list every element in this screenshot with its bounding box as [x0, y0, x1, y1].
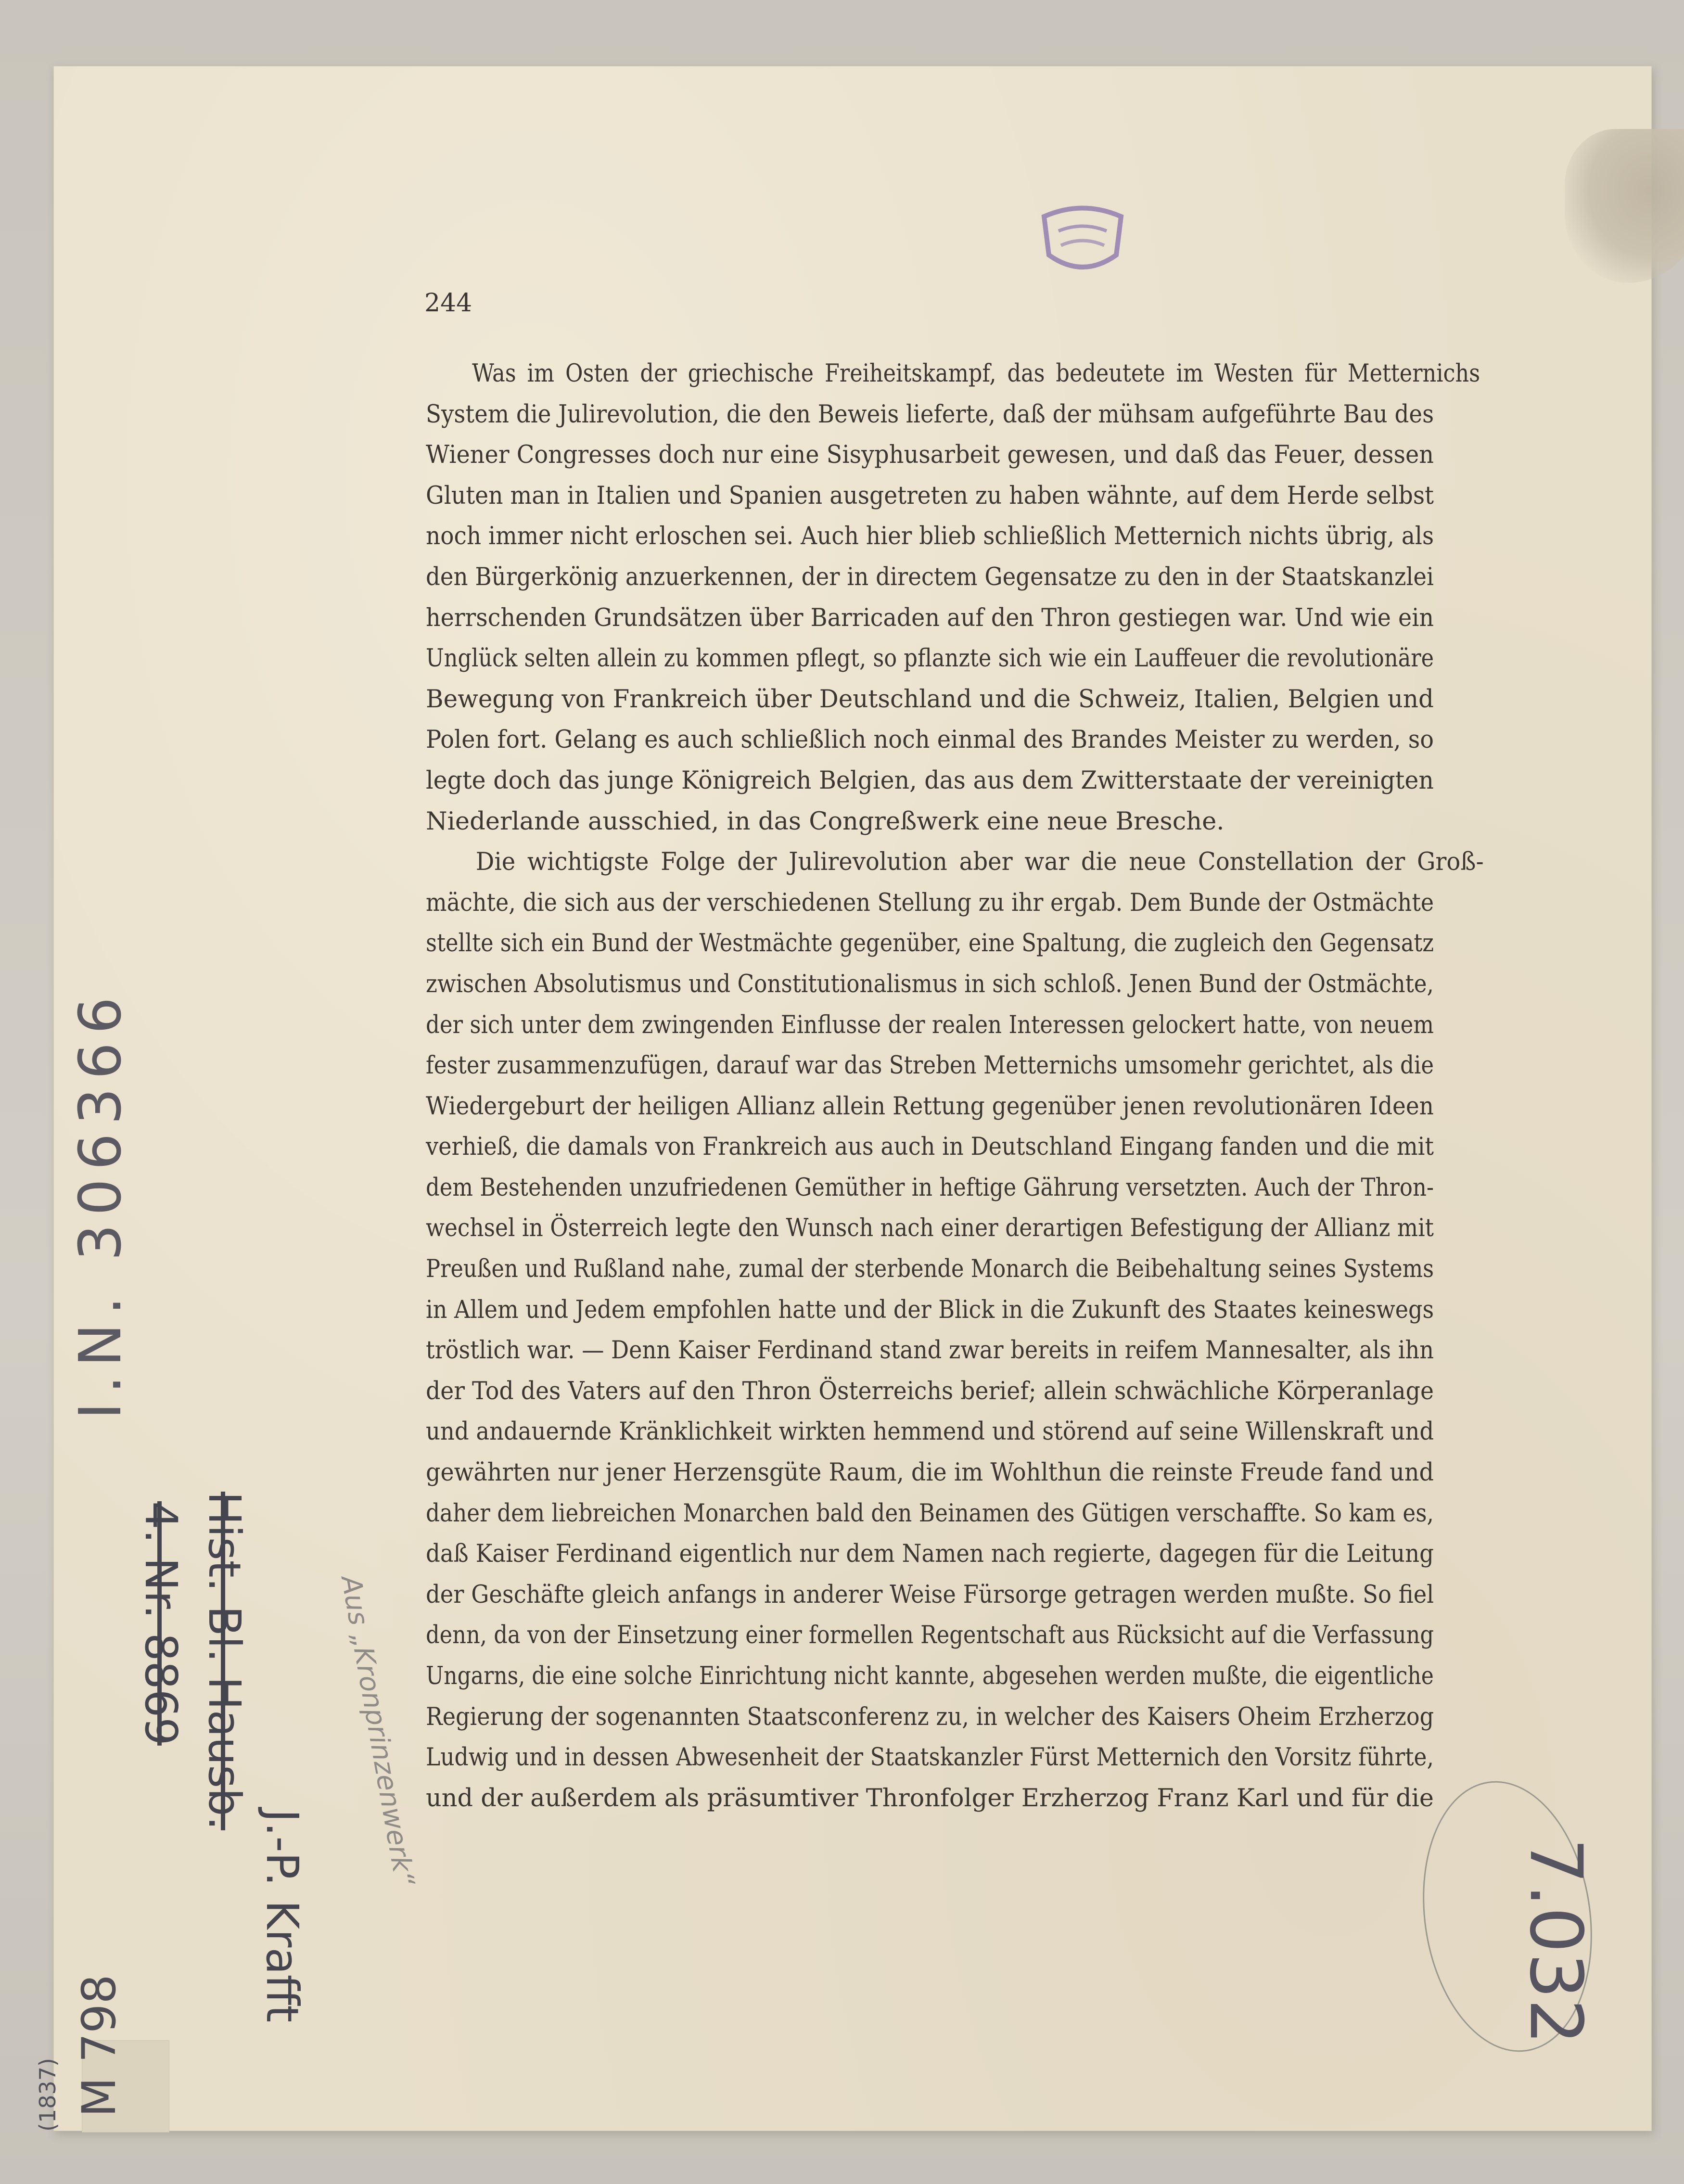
text-line: System die Julirevolution, die den Beweis lieferte, daß der mühsam aufgeführte Bau des	[426, 400, 1434, 429]
margin-number-handwritten: 7.032	[1514, 1838, 1597, 2045]
text-line: gewährten nur jener Herzensgüte Raum, die im Wohlthun die reinste Freude fand und	[426, 1458, 1434, 1487]
signature-year-handwritten: (1837)	[35, 2058, 61, 2132]
text-line: Wiedergeburt der heiligen Allianz allein Rettung gegenüber jenen revolutionären Ideen	[426, 1092, 1434, 1121]
author-note-handwritten: J.-P. Krafft	[256, 1809, 308, 2023]
text-line: der Tod des Vaters auf den Thron Österreichs berief; allein schwächliche Körperanlage	[426, 1377, 1434, 1405]
text-line: verhieß, die damals von Frankreich aus auch in Deutschland Eingang fanden und die mit	[426, 1133, 1434, 1162]
text-line: daher dem liebreichen Monarchen bald den Beinamen des Gütigen verschaffte. So kam es,	[426, 1499, 1434, 1528]
crossed-out-note: Hist. Bl. Hausb.	[199, 1492, 250, 1830]
text-line: Ludwig und in dessen Abwesenheit der Staatskanzler Fürst Metternich den Vorsitz führte,	[426, 1743, 1434, 1772]
page-number: 244	[424, 289, 472, 318]
text-line: und der außerdem als präsumtiver Thronfolger Erzherzog Franz Karl und für die	[426, 1784, 1434, 1813]
text-line: Was im Osten der griechische Freiheitskampf, das bedeutete im Westen für Metternichs	[472, 359, 1480, 388]
text-line: herrschenden Grundsätzen über Barricaden auf den Thron gestiegen war. Und wie ein	[426, 603, 1434, 632]
text-line: Wiener Congresses doch nur eine Sisyphusarbeit gewesen, und daß das Feuer, dessen	[426, 441, 1434, 470]
body-text	[426, 354, 1484, 1922]
text-line: noch immer nicht erloschen sei. Auch hier blieb schließlich Metternich nichts übrig, als	[426, 522, 1434, 551]
text-line: Polen fort. Gelang es auch schließlich noch einmal des Brandes Meister zu werden, so	[426, 726, 1434, 754]
text-line: zwischen Absolutismus und Constitutionalismus in sich schloß. Jenen Bund der Ostmächte,	[426, 970, 1434, 998]
text-line: in Allem und Jedem empfohlen hatte und der Blick in die Zukunft des Staates keineswegs	[426, 1295, 1434, 1324]
paper-wear-stain	[1565, 129, 1684, 283]
text-line: dem Bestehenden unzufriedenen Gemüther in heftige Gährung versetzten. Auch der Thron-	[426, 1173, 1434, 1202]
text-line: und andauernde Kränklichkeit wirkten hemmend und störend auf seine Willenskraft und	[426, 1418, 1434, 1446]
text-line: Niederlande ausschied, in das Congreßwerk eine neue Bresche.	[426, 807, 1225, 836]
inventory-number-handwritten: I.N. 306366	[67, 988, 134, 1419]
text-line: den Bürgerkönig anzuerkennen, der in directem Gegensatze zu den in der Staatskanzlei	[426, 562, 1434, 591]
library-stamp	[1034, 197, 1131, 284]
crossed-out-note: 4. Nr. 8869	[135, 1501, 187, 1746]
text-line: wechsel in Österreich legte den Wunsch nach einer derartigen Befestigung der Allianz mit	[426, 1214, 1434, 1243]
pencil-note: Aus „Kronprinzenwerk“	[334, 1573, 421, 1889]
signature-mark-handwritten: M 798	[72, 1974, 126, 2117]
text-line: Regierung der sogenannten Staatsconferenz zu, in welcher des Kaisers Oheim Erzherzog	[426, 1702, 1434, 1731]
text-line: legte doch das junge Königreich Belgien, das aus dem Zwitterstaate der vereinigten	[426, 766, 1434, 795]
text-line: der sich unter dem zwingenden Einflusse der realen Interessen gelockert hatte, von neuem	[426, 1010, 1434, 1039]
text-line: denn, da von der Einsetzung einer formellen Regentschaft aus Rücksicht auf die Verfassung	[426, 1621, 1434, 1650]
text-line: Bewegung von Frankreich über Deutschland und die Schweiz, Italien, Belgien und	[426, 685, 1434, 714]
text-line: Preußen und Rußland nahe, zumal der sterbende Monarch die Beibehaltung seines Systems	[426, 1255, 1434, 1284]
text-line: Unglück selten allein zu kommen pflegt, so pflanzte sich wie ein Lauffeuer die revolutionäre	[426, 644, 1434, 673]
text-line: daß Kaiser Ferdinand eigentlich nur dem Namen nach regierte, dagegen für die Leitung	[426, 1540, 1434, 1569]
text-line: Die wichtigste Folge der Julirevolution aber war die neue Constellation der Groß-	[475, 848, 1484, 877]
text-line: tröstlich war. — Denn Kaiser Ferdinand stand zwar bereits in reifem Mannesalter, als ihn	[426, 1336, 1434, 1365]
text-line: Ungarns, die eine solche Einrichtung nicht kannte, abgesehen werden mußte, die eigentliche	[426, 1662, 1434, 1690]
text-line: der Geschäfte gleich anfangs in anderer Weise Fürsorge getragen werden mußte. So fiel	[426, 1580, 1434, 1609]
text-line: Gluten man in Italien und Spanien ausgetreten zu haben wähnte, auf dem Herde selbst	[426, 481, 1434, 510]
text-line: mächte, die sich aus der verschiedenen Stellung zu ihr ergab. Dem Bunde der Ostmächte	[426, 888, 1434, 917]
text-line: stellte sich ein Bund der Westmächte gegenüber, eine Spaltung, die zugleich den Gegensatz	[426, 929, 1434, 958]
text-line: fester zusammenzufügen, darauf war das Streben Metternichs umsomehr gerichtet, als die	[426, 1051, 1434, 1080]
